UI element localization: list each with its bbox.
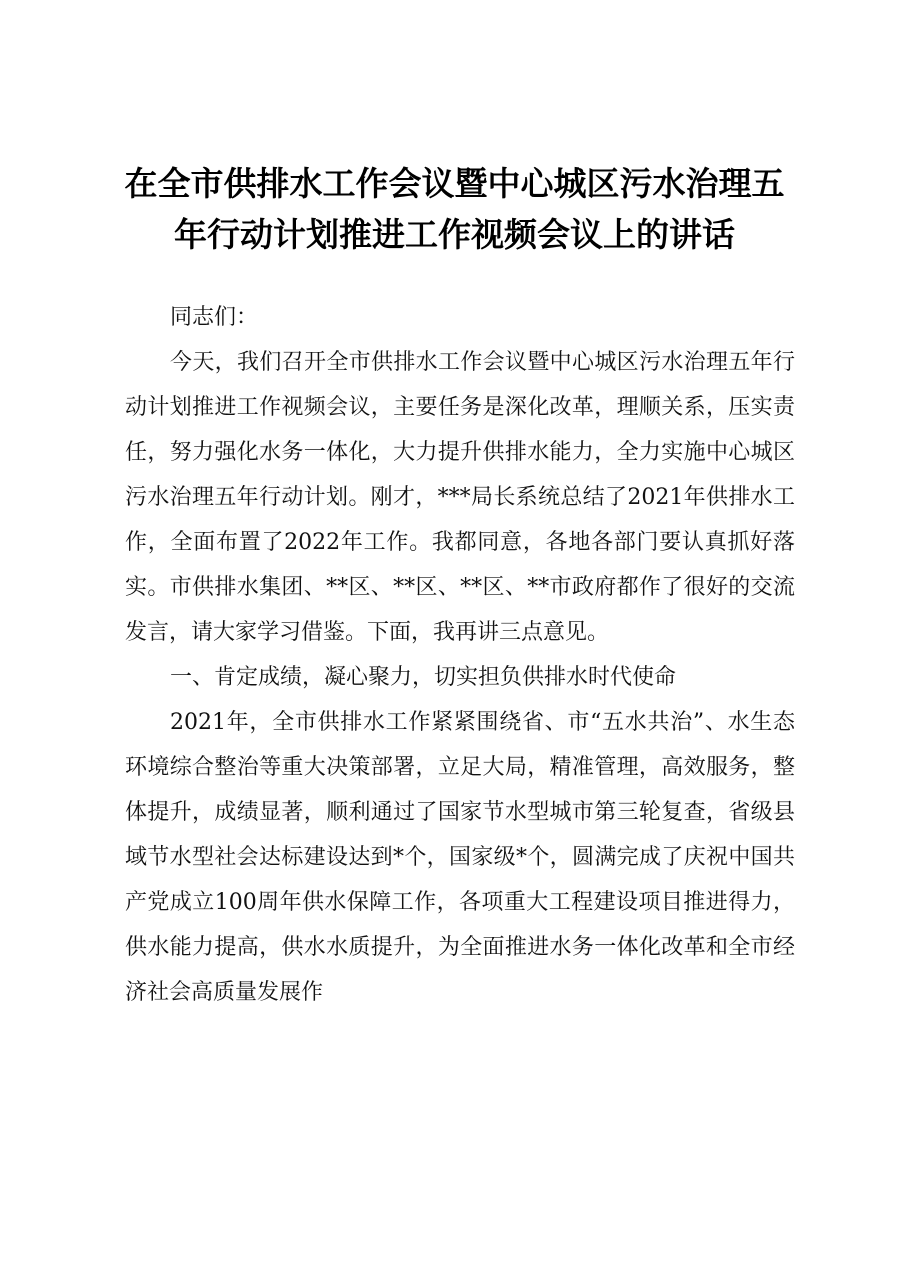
document-body [125, 295, 795, 1015]
title-line-2: 年行动计划推进工作视频会议上的讲话 [174, 215, 735, 254]
title-line-1: 在全市供排水工作会议暨中心城区污水治理五 [124, 164, 785, 203]
salutation: 同志们： [170, 305, 259, 330]
section-heading-1: 一、肯定成绩，凝心聚力，切实担负供排水时代使命 [170, 665, 677, 690]
paragraph-achievements: 2021年，全市供排水工作紧紧围绕省、市“五水共治”、水生态环境综合整治等重大决策部署，立足大局，精准管理，高效服务，整体提升，成绩显著，顺利通过了国家节水型城市第三轮复查，省级县域节水型社会达标建设达到*个，国家级*个，圆满完成了庆祝中国共产党成立100周年供水保障工作，各项重大工程建设项目推进得力，供水能力提高，供水水质提升，为全面推进水务一体化改革和全市经济社会高质量发展作 [125, 710, 795, 1005]
document-title [100, 158, 809, 260]
paragraph-intro: 今天，我们召开全市供排水工作会议暨中心城区污水治理五年行动计划推进工作视频会议，主要任务是深化改革，理顺关系，压实责任，努力强化水务一体化，大力提升供排水能力，全力实施中心城区污水治理五年行动计划。刚才，***局长系统总结了2021年供排水工作，全面布置了2022年工作。我都同意，各地各部门要认真抓好落实。市供排水集团、**区、**区、**区、**市政府都作了很好的交流发言，请大家学习借鉴。下面，我再讲三点意见。 [125, 350, 795, 645]
